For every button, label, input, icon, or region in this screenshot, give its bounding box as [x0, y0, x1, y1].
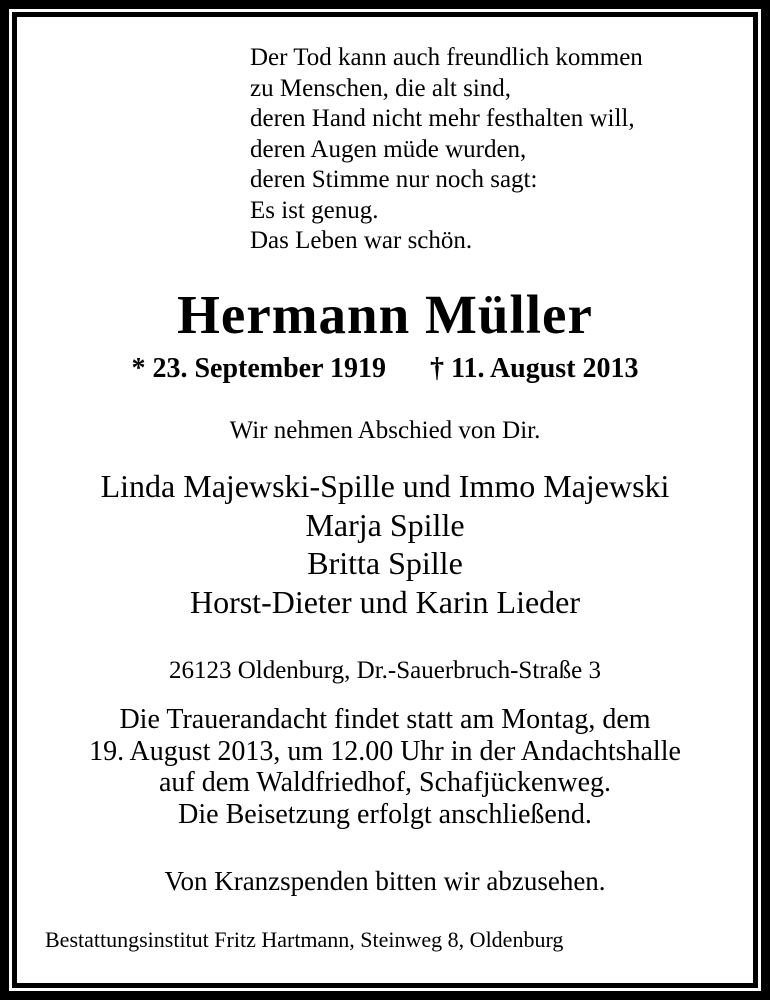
obituary-notice: [17, 17, 753, 983]
wreath-request: Von Kranzspenden bitten wir abzusehen.: [164, 866, 606, 896]
poem-line: deren Hand nicht mehr festhalten will,: [250, 105, 635, 132]
funeral-home: Bestattungsinstitut Fritz Hartmann, Steinweg 8, Oldenburg: [45, 927, 564, 952]
mourner: Linda Majewski-Spille und Immo Majewski: [100, 468, 670, 504]
poem-line: zu Menschen, die alt sind,: [250, 74, 512, 102]
service-info: [17, 704, 753, 830]
poem-line: deren Stimme nur noch sagt:: [250, 166, 538, 193]
mourner: Horst-Dieter und Karin Lieder: [189, 583, 581, 620]
poem-line: Der Tod kann auch freundlich kommen: [250, 44, 643, 71]
service-line: 19. August 2013, um 12.00 Uhr in der Andachtshalle: [89, 735, 681, 767]
poem: [250, 43, 643, 257]
poem-line: Das Leben war schön.: [250, 227, 473, 254]
life-dates: [17, 353, 753, 385]
service-line: Die Beisetzung erfolgt anschließend.: [178, 798, 592, 830]
deceased-name: Hermann Müller: [177, 284, 593, 345]
poem-line: deren Augen müde wurden,: [250, 135, 527, 163]
mourner: Britta Spille: [307, 545, 463, 581]
birth-date: 23. September 1919: [152, 353, 387, 384]
service-line: Die Trauerandacht findet statt am Montag, dem: [119, 704, 651, 735]
cross-icon: †: [430, 353, 445, 384]
mourners-list: [17, 467, 753, 621]
service-line: auf dem Waldfriedhof, Schafjückenweg.: [158, 767, 612, 798]
death-date: 11. August 2013: [451, 353, 639, 384]
family-address: 26123 Oldenburg, Dr.-Sauerbruch-Straße 3: [168, 657, 602, 684]
mourner: Marja Spille: [305, 506, 465, 543]
poem-line: Es ist genug.: [250, 196, 379, 224]
farewell-text: Wir nehmen Abschied von Dir.: [229, 417, 541, 444]
birth-star-icon: *: [131, 353, 146, 384]
